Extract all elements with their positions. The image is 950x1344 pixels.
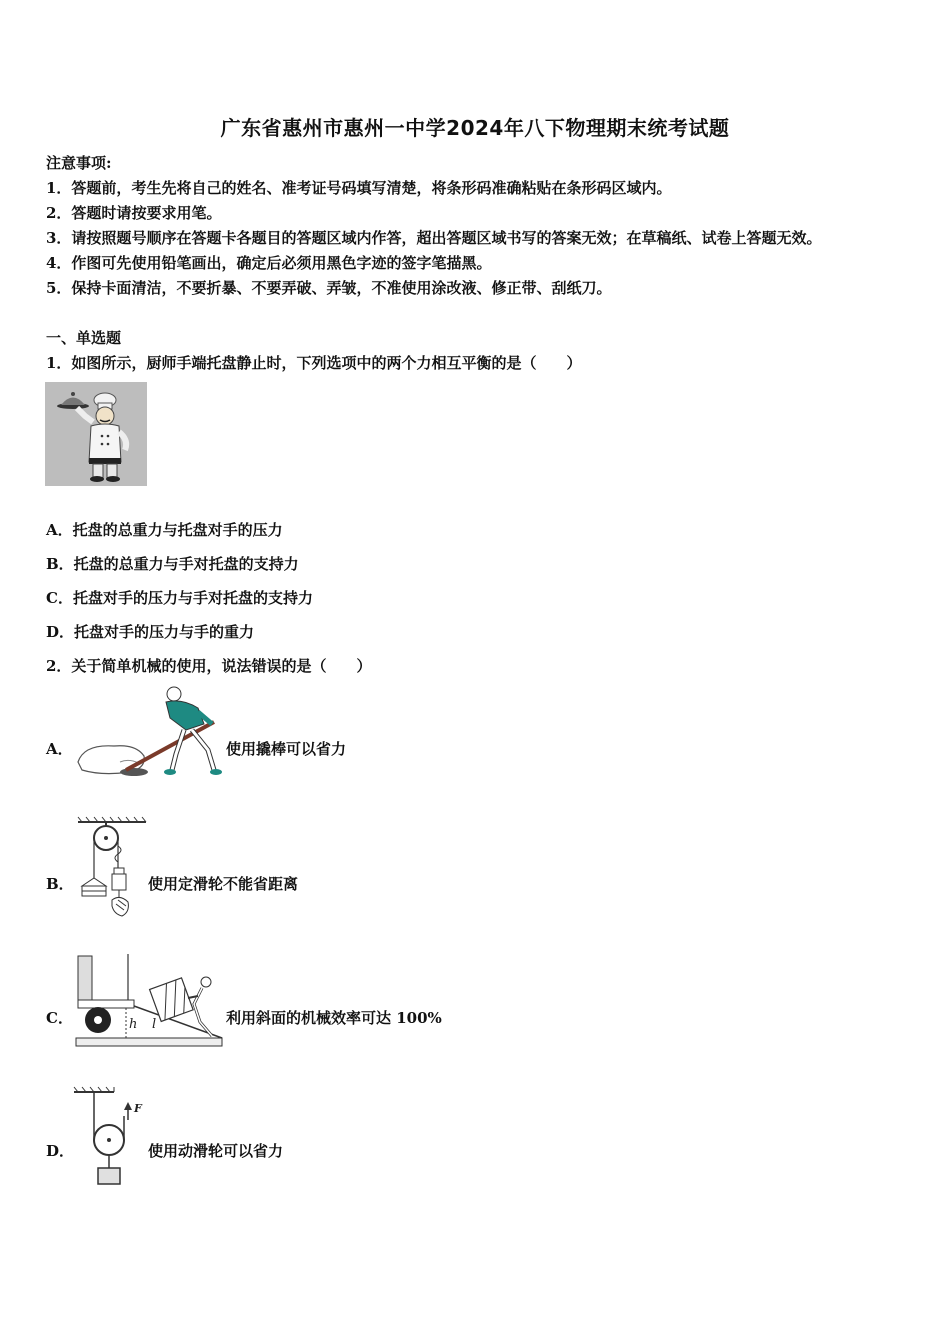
notice-item: 3．请按照题号顺序在答题卡各题目的答题区域内作答，超出答题区域书写的答案无效；在草稿纸、试卷上答题无效。	[46, 229, 822, 247]
q2-option-c-letter[interactable]: C．	[46, 1009, 73, 1027]
q1-option-c[interactable]: C．托盘对手的压力与手对托盘的支持力	[46, 589, 313, 607]
section-heading: 一、单选题	[46, 329, 122, 347]
height-label: h	[129, 1017, 138, 1032]
question-2-stem: 2．关于简单机械的使用，说法错误的是（ ）	[46, 657, 372, 675]
crowbar-figure	[74, 684, 224, 782]
q2-option-b-text[interactable]: 使用定滑轮不能省距离	[148, 875, 299, 893]
page-title: 广东省惠州市惠州一中学2024年八下物理期末统考试题	[220, 116, 730, 140]
question-1-stem: 1．如图所示，厨师手端托盘静止时，下列选项中的两个力相互平衡的是（ ）	[46, 354, 582, 372]
notice-heading: 注意事项:	[46, 154, 112, 172]
force-label: F	[134, 1102, 142, 1115]
q1-option-d[interactable]: D．托盘对手的压力与手的重力	[46, 623, 255, 641]
q2-option-a-letter[interactable]: A．	[46, 740, 73, 758]
fixed-pulley-figure	[74, 816, 150, 920]
notice-item: 1．答题前，考生先将自己的姓名、准考证号码填写清楚，将条形码准确粘贴在条形码区域内。	[46, 179, 672, 197]
slope-length-label: l	[152, 1017, 157, 1032]
q2-option-b-letter[interactable]: B．	[46, 875, 74, 893]
q1-option-a[interactable]: A．托盘的总重力与托盘对手的压力	[46, 521, 283, 539]
movable-pulley-figure	[70, 1086, 150, 1190]
q2-option-d-text[interactable]: 使用动滑轮可以省力	[148, 1142, 284, 1160]
notice-item: 5．保持卡面清洁，不要折暴、不要弄破、弄皱，不准使用涂改液、修正带、刮纸刀。	[46, 279, 612, 297]
q2-option-c-text[interactable]: 利用斜面的机械效率可达 100%	[226, 1009, 442, 1027]
notice-item: 2．答题时请按要求用笔。	[46, 204, 222, 222]
q2-option-a-text[interactable]: 使用撬棒可以省力	[226, 740, 347, 758]
q2-option-d-letter[interactable]: D．	[46, 1142, 75, 1160]
inclined-plane-figure	[74, 952, 224, 1052]
q1-option-b[interactable]: B．托盘的总重力与手对托盘的支持力	[46, 555, 299, 573]
chef-tray-figure	[45, 382, 147, 486]
notice-item: 4．作图可先使用铅笔画出，确定后必须用黑色字迹的签字笔描黑。	[46, 254, 492, 272]
